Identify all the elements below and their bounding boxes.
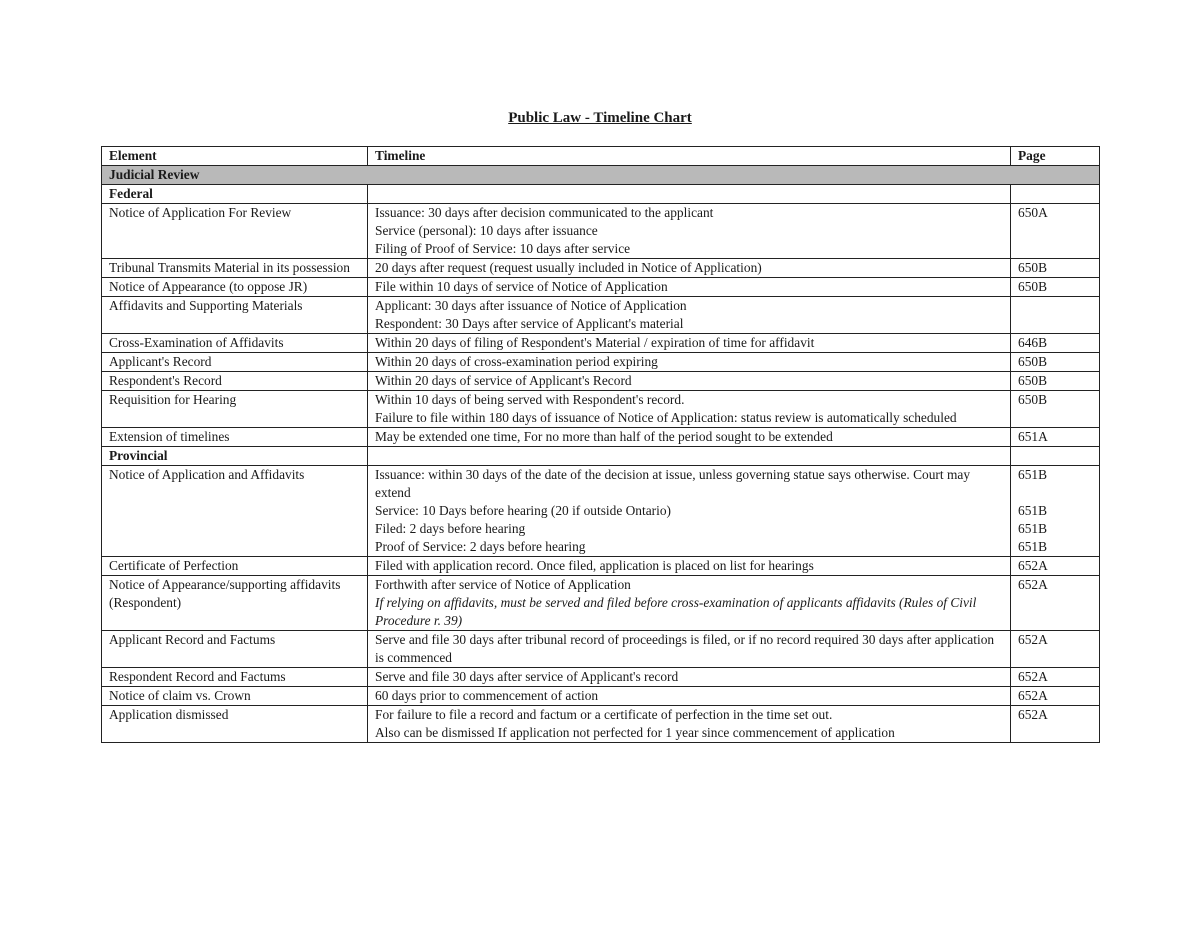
page-cell: 652A <box>1011 706 1100 743</box>
element-cell: Notice of Appearance/supporting affidavits (Respondent) <box>102 576 368 631</box>
table-row <box>102 631 1100 668</box>
subsection-row <box>102 185 1100 204</box>
table-row <box>102 576 1100 631</box>
page-cell: 652A <box>1011 631 1100 668</box>
timeline-line: Filed with application record. Once filed, application is placed on list for hearings <box>375 558 814 573</box>
timeline-line: Service (personal): 10 days after issuance <box>375 223 598 238</box>
element-cell: Certificate of Perfection <box>102 557 368 576</box>
timeline-cell <box>368 428 1011 447</box>
timeline-line: File within 10 days of service of Notice of Application <box>375 279 668 294</box>
table-row <box>102 706 1100 743</box>
timeline-line: May be extended one time, For no more than half of the period sought to be extended <box>375 429 833 444</box>
page-cell: 650B <box>1011 259 1100 278</box>
table-row <box>102 687 1100 706</box>
table-row <box>102 259 1100 278</box>
element-column-header: Element <box>102 147 368 166</box>
subsection-row <box>102 447 1100 466</box>
element-cell: Notice of Application and Affidavits <box>102 466 368 557</box>
page-ref: 651B <box>1018 521 1048 536</box>
timeline-cell <box>368 391 1011 428</box>
timeline-cell <box>368 557 1011 576</box>
timeline-cell <box>368 204 1011 259</box>
timeline-table <box>101 146 1100 743</box>
empty-cell <box>1011 447 1100 466</box>
element-cell: Notice of Application For Review <box>102 204 368 259</box>
timeline-line: Issuance: 30 days after decision communicated to the applicant <box>375 205 714 220</box>
page-ref: 651B <box>1018 503 1048 518</box>
timeline-line: 60 days prior to commencement of action <box>375 688 599 703</box>
timeline-cell <box>368 668 1011 687</box>
table-row <box>102 353 1100 372</box>
timeline-line: Issuance: within 30 days of the date of the decision at issue, unless governing statue says otherwise. Court may extend <box>375 467 971 500</box>
page-cell: 650B <box>1011 372 1100 391</box>
page-cell: 650B <box>1011 391 1100 428</box>
subsection-label: Federal <box>102 185 368 204</box>
timeline-cell <box>368 576 1011 631</box>
element-cell: Cross-Examination of Affidavits <box>102 334 368 353</box>
subsection-label: Provincial <box>102 447 368 466</box>
element-cell: Respondent's Record <box>102 372 368 391</box>
table-row <box>102 372 1100 391</box>
timeline-line: Serve and file 30 days after tribunal record of proceedings is filed, or if no record required 30 days after application is commenced <box>375 632 995 665</box>
page-cell: 650A <box>1011 204 1100 259</box>
timeline-line: Filed: 2 days before hearing <box>375 521 526 536</box>
timeline-line: Within 20 days of service of Applicant's Record <box>375 373 632 388</box>
timeline-cell <box>368 334 1011 353</box>
page-cell: 652A <box>1011 687 1100 706</box>
timeline-line: Within 10 days of being served with Respondent's record. <box>375 392 685 407</box>
timeline-cell <box>368 259 1011 278</box>
element-cell: Respondent Record and Factums <box>102 668 368 687</box>
table-row <box>102 466 1100 557</box>
table-row <box>102 204 1100 259</box>
table-row <box>102 334 1100 353</box>
empty-cell <box>1011 185 1100 204</box>
timeline-line: Applicant: 30 days after issuance of Notice of Application <box>375 298 687 313</box>
table-row <box>102 297 1100 334</box>
timeline-line: Serve and file 30 days after service of Applicant's record <box>375 669 679 684</box>
page-ref: 651B <box>1018 539 1048 554</box>
element-cell: Applicant's Record <box>102 353 368 372</box>
timeline-line: For failure to file a record and factum or a certificate of perfection in the time set out. <box>375 707 833 722</box>
page-cell: 650B <box>1011 278 1100 297</box>
timeline-line: Failure to file within 180 days of issuance of Notice of Application: status review is automatically scheduled <box>375 410 957 425</box>
section-label: Judicial Review <box>102 166 1100 185</box>
element-cell: Notice of claim vs. Crown <box>102 687 368 706</box>
table-row <box>102 278 1100 297</box>
table-row <box>102 668 1100 687</box>
timeline-note: If relying on affidavits, must be served and filed before cross-examination of applicants affidavits (Rules of Civil Procedure r. 39) <box>375 595 977 628</box>
empty-cell <box>368 447 1011 466</box>
timeline-cell <box>368 353 1011 372</box>
timeline-line: Forthwith after service of Notice of Application <box>375 577 631 592</box>
timeline-line: Service: 10 Days before hearing (20 if outside Ontario) <box>375 503 671 518</box>
timeline-cell <box>368 297 1011 334</box>
page-title: Public Law - Timeline Chart <box>508 110 692 126</box>
page-cell: 651A <box>1011 428 1100 447</box>
page-cell: 652A <box>1011 557 1100 576</box>
timeline-cell <box>368 687 1011 706</box>
empty-cell <box>368 185 1011 204</box>
timeline-line: 20 days after request (request usually included in Notice of Application) <box>375 260 762 275</box>
element-cell: Affidavits and Supporting Materials <box>102 297 368 334</box>
element-cell: Application dismissed <box>102 706 368 743</box>
page-cell: 652A <box>1011 668 1100 687</box>
page-cell: 650B <box>1011 353 1100 372</box>
timeline-cell <box>368 466 1011 557</box>
element-cell: Requisition for Hearing <box>102 391 368 428</box>
timeline-column-header: Timeline <box>368 147 1011 166</box>
timeline-cell <box>368 372 1011 391</box>
page-column-header: Page <box>1011 147 1100 166</box>
timeline-line: Proof of Service: 2 days before hearing <box>375 539 586 554</box>
timeline-line: Within 20 days of filing of Respondent's Material / expiration of time for affidavit <box>375 335 815 350</box>
table-row <box>102 557 1100 576</box>
timeline-cell <box>368 278 1011 297</box>
page-ref: 651B <box>1018 467 1048 482</box>
page-cell <box>1011 297 1100 334</box>
timeline-line: Also can be dismissed If application not perfected for 1 year since commencement of application <box>375 725 895 740</box>
element-cell: Tribunal Transmits Material in its possession <box>102 259 368 278</box>
element-cell: Applicant Record and Factums <box>102 631 368 668</box>
timeline-line: Filing of Proof of Service: 10 days after service <box>375 241 631 256</box>
table-row <box>102 428 1100 447</box>
page-cell <box>1011 466 1100 557</box>
timeline-line: Respondent: 30 Days after service of Applicant's material <box>375 316 684 331</box>
page-cell: 652A <box>1011 576 1100 631</box>
element-cell: Extension of timelines <box>102 428 368 447</box>
element-cell: Notice of Appearance (to oppose JR) <box>102 278 368 297</box>
page-cell: 646B <box>1011 334 1100 353</box>
timeline-cell <box>368 631 1011 668</box>
section-row <box>102 166 1100 185</box>
timeline-cell <box>368 706 1011 743</box>
table-header-row <box>102 147 1100 166</box>
timeline-line: Within 20 days of cross-examination period expiring <box>375 354 658 369</box>
table-row <box>102 391 1100 428</box>
